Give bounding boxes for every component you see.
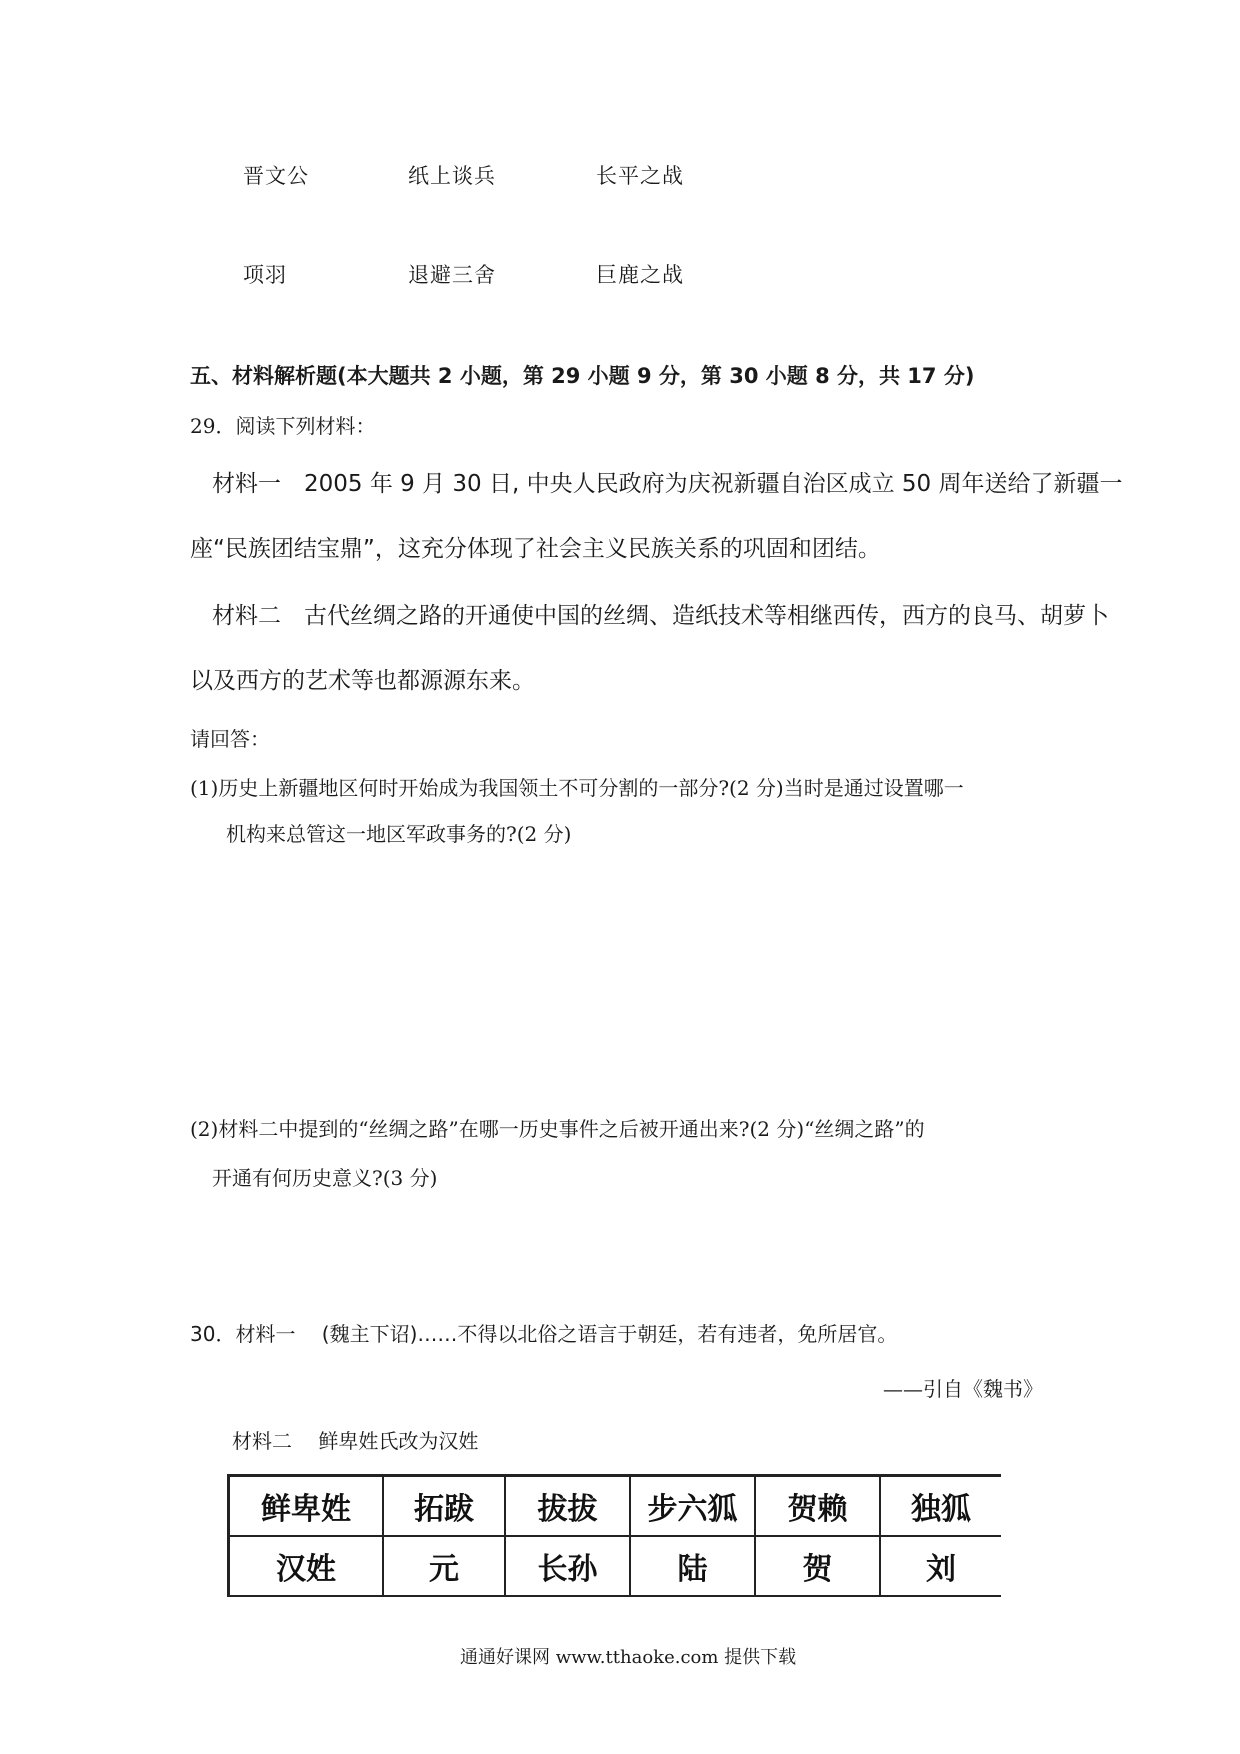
match-item-idiom-2: 退避三舍: [408, 263, 496, 287]
table-cell: 鲜卑姓: [229, 1476, 384, 1537]
q30-material1: 30．材料一 (魏主下诏)……不得以北俗之语言于朝廷，若有违者，免所居官。: [190, 1322, 898, 1346]
q29-sub2-line1: (2)材料二中提到的“丝绸之路”在哪一历史事件之后被开通出来?(2 分)“丝绸之路”的: [190, 1117, 925, 1141]
table-row: [229, 1476, 1002, 1537]
table-cell: 拓跋: [383, 1476, 505, 1537]
q30-material2: 材料二 鲜卑姓氏改为汉姓: [232, 1429, 479, 1453]
q29-prompt: 29．阅读下列材料：: [190, 414, 376, 438]
surname-table: [227, 1474, 1001, 1597]
table-cell: 步六狐: [630, 1476, 755, 1537]
q29-material1-line2: 座“民族团结宝鼎”，这充分体现了社会主义民族关系的巩固和团结。: [190, 536, 881, 562]
match-item-battle-1: 长平之战: [596, 164, 684, 188]
q29-sub2-line2: 开通有何历史意义?(3 分): [212, 1166, 438, 1190]
q29-sub1-line1: (1)历史上新疆地区何时开始成为我国领土不可分割的一部分?(2 分)当时是通过设置哪一: [190, 776, 964, 800]
table-cell: 长孙: [505, 1536, 630, 1596]
page-footer: 通通好课网 www.tthaoke.com 提供下载: [460, 1647, 797, 1668]
table-cell: 汉姓: [229, 1536, 384, 1596]
table-cell: 陆: [630, 1536, 755, 1596]
match-item-person-1: 晋文公: [243, 164, 309, 188]
match-item-person-2: 项羽: [243, 263, 287, 287]
table-cell: 独狐: [880, 1476, 1001, 1537]
answer-prompt: 请回答：: [190, 727, 270, 751]
table-cell: 元: [383, 1536, 505, 1596]
table-cell: 拔拔: [505, 1476, 630, 1537]
section-title: 五、材料解析题(本大题共 2 小题，第 29 小题 9 分，第 30 小题 8 分，共 17 分): [190, 364, 975, 388]
table-cell: 刘: [880, 1536, 1001, 1596]
q30-source: ——引自《魏书》: [883, 1377, 1043, 1401]
q29-material2-line1: 材料二 古代丝绸之路的开通使中国的丝绸、造纸技术等相继西传，西方的良马、胡萝卜: [212, 603, 1109, 629]
match-item-battle-2: 巨鹿之战: [596, 263, 684, 287]
table-row: [229, 1536, 1002, 1596]
q29-material2-line2: 以及西方的艺术等也都源源东来。: [190, 668, 535, 694]
table-cell: 贺赖: [755, 1476, 880, 1537]
table-cell: 贺: [755, 1536, 880, 1596]
q29-sub1-line2: 机构来总管这一地区军政事务的?(2 分): [226, 822, 572, 846]
q29-material1-line1: 材料一 2005 年 9 月 30 日, 中央人民政府为庆祝新疆自治区成立 50 周年送给了新疆一: [212, 471, 1123, 497]
match-item-idiom-1: 纸上谈兵: [408, 164, 496, 188]
